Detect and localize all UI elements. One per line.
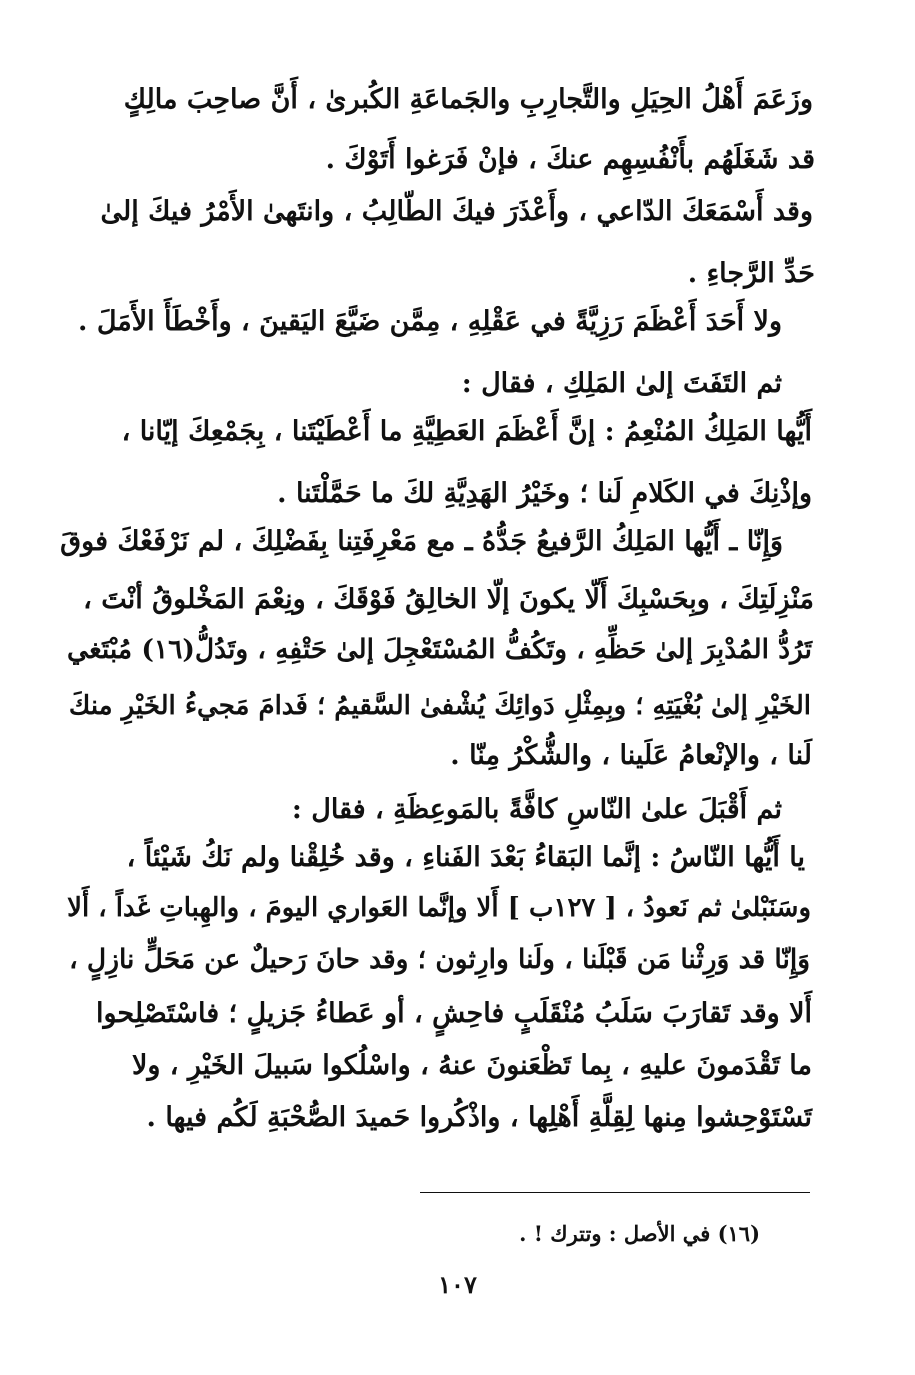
footnote-16: (١٦) في الأصل : وتترك ! .: [519, 1221, 760, 1246]
text-line-16: وسَنَبْلىٰ ثم نَعودُ ، [ ١٢٧ب ] أَلا وإنَّما العَواري اليومَ ، والهِباتِ غَداً ، أَلا: [67, 893, 811, 923]
text-line-13: لَنا ، والإنْعامُ عَلَينا ، والشُّكْرُ مِنّا .: [450, 740, 812, 771]
text-line-11: تَرُدُّ المُدْبِرَ إلىٰ حَظِّهِ ، وتَكُفُّ المُسْتَعْجِلَ إلىٰ حَتْفِهِ ، وتَدُلُّ(١٦) مُبْتَغي: [67, 634, 812, 665]
text-line-4: حَدِّ الرَّجاءِ .: [687, 258, 815, 289]
text-line-9: وَإِنّا ـ أَيُّها المَلِكُ الرَّفيعُ جَدُّهُ ـ مع مَعْرِفَتِنا بِفَضْلِكَ ، لم نَرْفَعْكَ فوقَ: [60, 526, 783, 557]
text-line-1: وزَعَمَ أَهْلُ الحِيَلِ والتَّجارِبِ والجَماعَةِ الكُبرىٰ ، أَنَّ صاحِبَ مالِكٍ: [123, 84, 813, 115]
text-line-5: ولا أَحَدَ أَعْظَمَ رَزِيَّةً في عَقْلِهِ ، مِمَّن ضَيَّعَ اليَقينَ ، وأَخْطَأَ الأَمَلَ .: [78, 306, 782, 337]
text-line-12: الخَيْرِ إلىٰ بُغْيَتِهِ ؛ وبِمِثْلِ دَوائِكَ يُشْفىٰ السَّقيمُ ؛ فَدامَ مَجيءُ الخَيْرِ منكَ: [68, 691, 811, 721]
text-line-14: ثم أَقْبَلَ علىٰ النّاسِ كافَّةً بالمَوعِظَةِ ، فقال :: [291, 794, 782, 825]
text-line-3: وقد أَسْمَعَكَ الدّاعي ، وأَعْذَرَ فيكَ الطّالِبُ ، وانتَهىٰ الأَمْرُ فيكَ إلىٰ: [100, 196, 813, 227]
text-line-15: يا أَيُّها النّاسُ : إنَّما البَقاءُ بَعْدَ الفَناءِ ، وقد خُلِقْنا ولم نَكُ شَيْئاً ،: [126, 842, 805, 873]
page-number: ١٠٧: [438, 1270, 477, 1299]
text-line-10: مَنْزِلَتِكَ ، وبِحَسْبِكَ أَلّا يكونَ إلّا الخالِقُ فَوْقَكَ ، ونِعْمَ المَخْلوقُ أنْتَ ،: [83, 584, 814, 615]
text-line-8: وإذْنِكَ في الكَلامِ لَنا ؛ وخَيْرُ الهَدِيَّةِ لكَ ما حَمَّلْتَنا .: [277, 478, 812, 509]
footnote-separator: [420, 1192, 810, 1193]
text-line-2: قد شَغَلَهُم بأَنْفُسِهِم عنكَ ، فإنْ فَرَغوا أَتَوْكَ .: [325, 144, 815, 175]
text-line-17: وَإِنّا قد وَرِثْنا مَن قَبْلَنا ، ولَنا وارِثون ؛ وقد حانَ رَحيلٌ عن مَحَلٍّ نازِلٍ ،: [69, 944, 810, 975]
text-line-6: ثم التَفَتَ إلىٰ المَلِكِ ، فقال :: [461, 368, 782, 399]
text-line-18: أَلا وقد تَقارَبَ سَلَبُ مُنْقَلَبٍ فاحِشٍ ، أو عَطاءُ جَزيلٍ ؛ فاسْتَصْلِحوا: [95, 998, 812, 1029]
text-line-20: تَسْتَوْحِشوا مِنها لِقِلَّةِ أَهْلِها ، واذْكُروا حَميدَ الصُّحْبَةِ لَكُم فيها .: [146, 1102, 812, 1133]
text-line-19: ما تَقْدَمونَ عليهِ ، بِما تَظْعَنونَ عنهُ ، واسْلُكوا سَبيلَ الخَيْرِ ، ولا: [131, 1050, 812, 1081]
text-line-7: أَيُّها المَلِكُ المُنْعِمُ : إنَّ أَعْظَمَ العَطِيَّةِ ما أَعْطَيْتَنا ، بِجَمْعِكَ إيّانا ،: [121, 416, 812, 447]
